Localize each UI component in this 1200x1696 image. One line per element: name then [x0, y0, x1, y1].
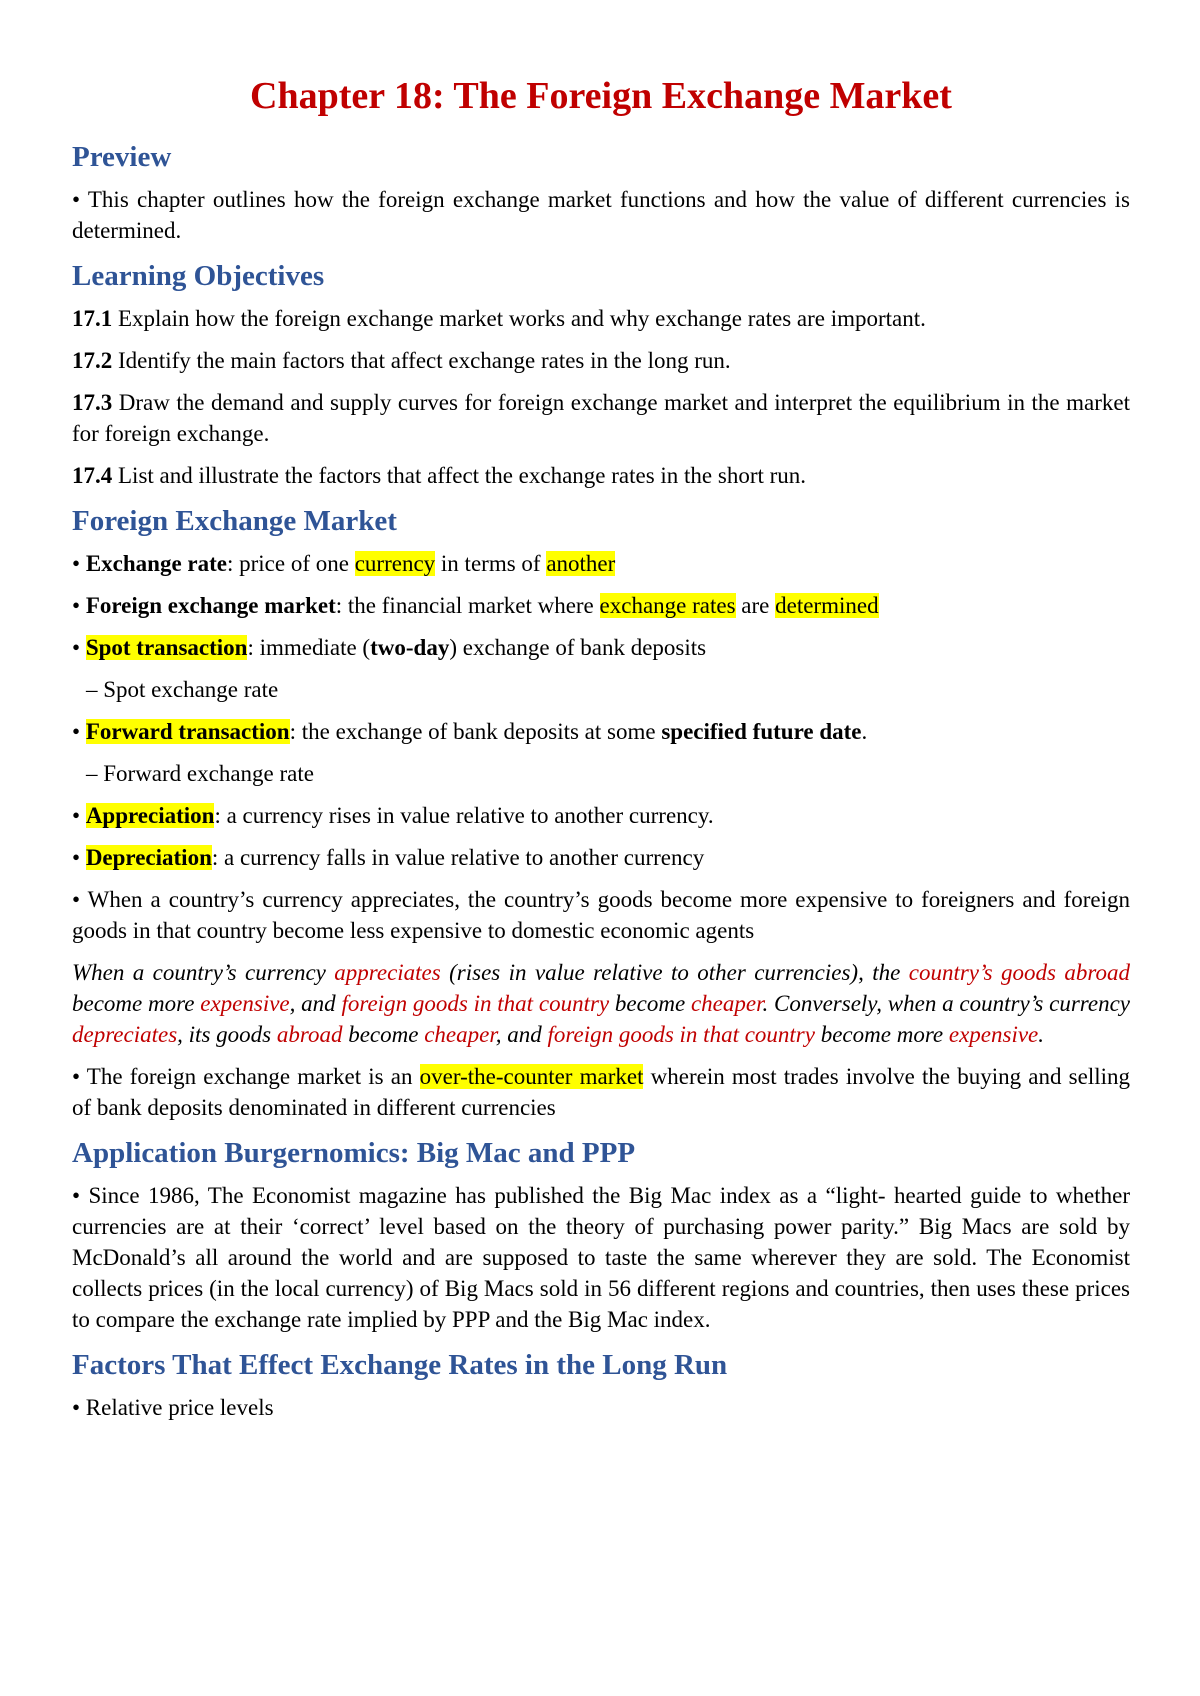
red-emphasis: expensive	[200, 991, 290, 1016]
definition-text: : the exchange of bank deposits at some	[289, 719, 662, 744]
heading-long-run-factors: Factors That Effect Exchange Rates in the Long Run	[72, 1349, 728, 1381]
red-emphasis: abroad	[276, 1022, 343, 1047]
appreciation-definition	[72, 800, 1130, 831]
italic-text: When a country’s currency	[72, 960, 335, 985]
objective-item	[72, 303, 1130, 334]
italic-explanation-paragraph	[72, 957, 1130, 1050]
term-appreciation: Appreciation	[85, 803, 215, 828]
red-emphasis: country’s goods abroad	[908, 960, 1130, 985]
objective-number: 17.4	[72, 463, 113, 488]
heading-big-mac: Application Burgernomics: Big Mac and PPP	[72, 1137, 636, 1169]
red-emphasis: foreign goods in that country	[341, 991, 610, 1016]
italic-text: become	[609, 991, 691, 1016]
italic-text: , and	[495, 1022, 548, 1047]
term-foreign-exchange-market: Foreign exchange market	[85, 593, 336, 618]
heading-preview: Preview	[72, 141, 172, 173]
definition-text: are	[735, 593, 776, 618]
spot-transaction-definition	[72, 632, 1130, 663]
highlight-exchange-rates: exchange rates	[599, 593, 736, 618]
term-spot-transaction: Spot transaction	[85, 635, 248, 660]
objective-number: 17.3	[72, 390, 113, 415]
italic-text: .	[1038, 1022, 1045, 1047]
objective-item	[72, 460, 1130, 491]
definition-text: : the financial market where	[335, 593, 600, 618]
italic-text: become	[342, 1022, 425, 1047]
bold-two-day: two-day	[370, 635, 450, 660]
objective-number: 17.1	[72, 306, 113, 331]
bullet: •	[72, 551, 86, 576]
term-exchange-rate: Exchange rate	[85, 551, 227, 576]
definition-text: : a currency falls in value relative to another currency	[211, 845, 705, 870]
objective-text: List and illustrate the factors that affect the exchange rates in the short run.	[112, 463, 807, 488]
document-body	[72, 72, 1130, 1434]
highlight-currency: currency	[354, 551, 436, 576]
objective-item	[72, 387, 1130, 449]
heading-foreign-exchange-market: Foreign Exchange Market	[72, 505, 397, 537]
bullet: •	[72, 635, 86, 660]
definition-text: : a currency rises in value relative to another currency.	[214, 803, 714, 828]
big-mac-paragraph: • Since 1986, The Economist magazine has published the Big Mac index as a “light- hearted guide to whether currencies are at their ‘correct’ level based on the theory of purchasing power parity.” Big Macs are sold by McDonald’s all around the world and are supposed to taste the same wherever they are sold. The Economist collects prices (in the local currency) of Big Macs sold in 56 different regions and countries, then uses these prices to compare the exchange rate implied by PPP and the Big Mac index.	[72, 1183, 1130, 1332]
bold-specified-future-date: specified future date	[661, 719, 862, 744]
forward-transaction-definition	[72, 716, 1130, 747]
term-forward-transaction: Forward transaction	[85, 719, 290, 744]
red-emphasis: appreciates	[334, 960, 441, 985]
definition-text: : price of one	[226, 551, 355, 576]
objective-text: Draw the demand and supply curves for foreign exchange market and interpret the equilibrium in the market for foreign exchange.	[72, 390, 1130, 446]
chapter-title: Chapter 18: The Foreign Exchange Market	[250, 75, 952, 117]
objective-text: Explain how the foreign exchange market works and why exchange rates are important.	[112, 306, 926, 331]
bullet: •	[72, 593, 86, 618]
objective-item	[72, 345, 1130, 376]
spot-exchange-rate-subitem: – Spot exchange rate	[86, 677, 279, 702]
red-emphasis: expensive	[948, 1022, 1039, 1047]
highlight-another: another	[546, 551, 616, 576]
bullet: •	[72, 803, 86, 828]
italic-text: (rises in value relative to other currencies), the	[440, 960, 909, 985]
otc-market-paragraph	[72, 1061, 1130, 1123]
definition-text: in terms of	[435, 551, 547, 576]
italic-text: . Conversely, when a country’s currency	[762, 991, 1131, 1016]
term-depreciation: Depreciation	[85, 845, 212, 870]
depreciation-definition	[72, 842, 1130, 873]
italic-text: , and	[289, 991, 342, 1016]
highlight-determined: determined	[775, 593, 879, 618]
paragraph-text: • The foreign exchange market is an	[72, 1064, 420, 1089]
red-emphasis: cheaper	[690, 991, 763, 1016]
red-emphasis: foreign goods in that country	[547, 1022, 815, 1047]
italic-text: become more	[814, 1022, 949, 1047]
forward-exchange-rate-subitem: – Forward exchange rate	[86, 761, 314, 786]
italic-text: become more	[72, 991, 201, 1016]
fx-market-definition	[72, 590, 1130, 621]
definition-text: ) exchange of bank deposits	[449, 635, 707, 660]
long-run-factor-item: • Relative price levels	[72, 1395, 274, 1420]
definition-text: : immediate (	[247, 635, 371, 660]
red-emphasis: cheaper	[424, 1022, 496, 1047]
preview-paragraph: • This chapter outlines how the foreign exchange market functions and how the value of different currencies is determined.	[72, 187, 1130, 243]
bullet: •	[72, 845, 86, 870]
bullet: •	[72, 719, 86, 744]
objective-text: Identify the main factors that affect exchange rates in the long run.	[112, 348, 731, 373]
objective-number: 17.2	[72, 348, 113, 373]
exchange-rate-definition	[72, 548, 1130, 579]
paragraph-text: wherein most trades involve the buying and selling of bank deposits denominated in different currencies	[72, 1064, 1130, 1120]
highlight-over-the-counter-market: over-the-counter market	[419, 1064, 644, 1089]
red-emphasis: depreciates	[72, 1022, 178, 1047]
italic-text: , its goods	[177, 1022, 277, 1047]
appreciation-effect-paragraph: • When a country’s currency appreciates, the country’s goods become more expensive to foreigners and foreign goods in that country become less expensive to domestic economic agents	[72, 887, 1130, 943]
heading-learning-objectives: Learning Objectives	[72, 260, 325, 292]
definition-text: .	[861, 719, 868, 744]
